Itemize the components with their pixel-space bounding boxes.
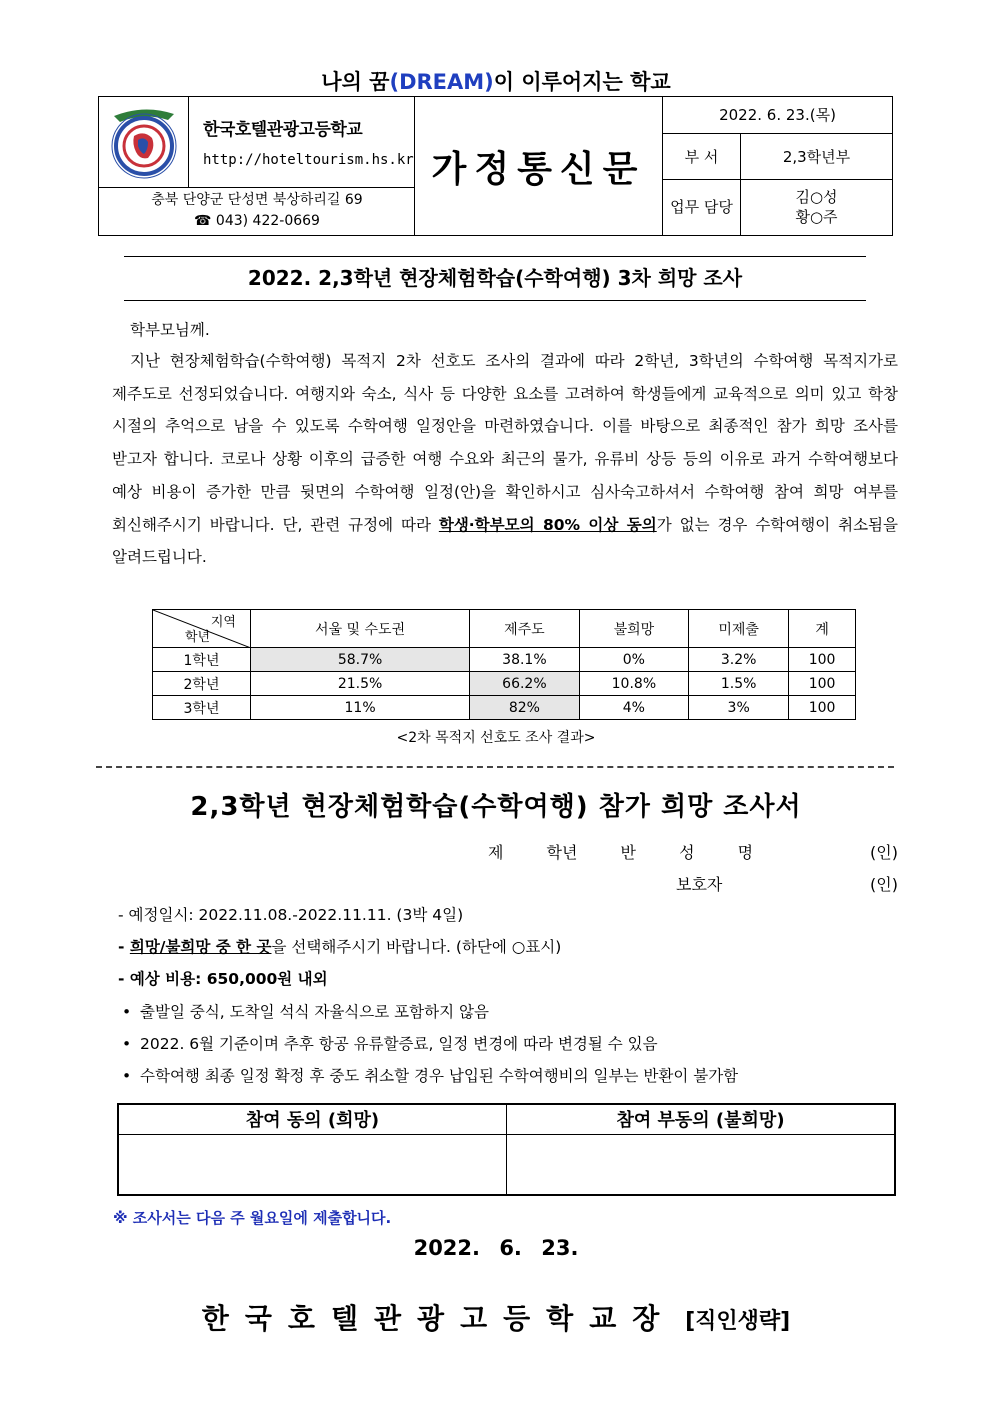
table-cell: 100 bbox=[789, 648, 856, 672]
staff-row bbox=[663, 180, 892, 235]
col-header: 서울 및 수도권 bbox=[251, 610, 470, 648]
seal-omitted-note: [직인생략] bbox=[685, 1309, 791, 1334]
form-title: 2,3학년 현장체험학습(수학여행) 참가 희망 조사서 bbox=[190, 792, 802, 822]
motto bbox=[0, 66, 992, 96]
greeting: 학부모님께. bbox=[130, 321, 210, 339]
guardian-seal: (인) bbox=[870, 875, 898, 894]
body-emphasis: 학생·학부모의 80% 이상 동의 bbox=[438, 515, 657, 534]
principal-title: 한국호텔관광고등학교장 bbox=[201, 1302, 676, 1335]
school-name-box bbox=[189, 97, 415, 188]
doc-meta bbox=[663, 97, 892, 235]
bullet-item: • 수학여행 최종 일정 확정 후 중도 취소할 경우 납입된 수학여행비의 일부는 반환이 불가함 bbox=[118, 1062, 908, 1094]
school-logo bbox=[99, 97, 189, 188]
table-cell: 10.8% bbox=[579, 672, 688, 696]
table-row bbox=[153, 696, 856, 720]
submission-note: ※ 조사서는 다음 주 월요일에 제출합니다. bbox=[113, 1209, 392, 1227]
motto-prefix: 나의 꿈 bbox=[321, 70, 390, 94]
col-header: 계 bbox=[789, 610, 856, 648]
dept-value: 2,3학년부 bbox=[782, 148, 851, 166]
school-info bbox=[99, 97, 415, 235]
row-grade: 2학년 bbox=[153, 672, 251, 696]
student-seal: (인) bbox=[870, 843, 898, 862]
survey-result-table bbox=[152, 609, 856, 720]
staff-name-1: 김○성 bbox=[795, 188, 838, 206]
guardian-line bbox=[676, 872, 898, 895]
bullet-item: • 2022. 6월 기준이며 추후 항공 유류할증료, 일정 변경에 따라 변경될 수 있음 bbox=[118, 1030, 908, 1062]
choice-emphasis: 희망/불희망 중 한 곳 bbox=[129, 938, 272, 956]
dept-row bbox=[663, 134, 892, 180]
consent-agree-header: 참여 동의 (희망) bbox=[118, 1104, 507, 1134]
doc-title: 가정통신문 bbox=[415, 97, 663, 235]
table-cell: 100 bbox=[789, 672, 856, 696]
table-cell: 1.5% bbox=[689, 672, 789, 696]
student-info-label: 제 학년 반 성 명 bbox=[488, 843, 754, 862]
table-cell: 0% bbox=[579, 648, 688, 672]
consent-header-row bbox=[118, 1104, 895, 1134]
consent-table bbox=[117, 1103, 896, 1196]
motto-suffix: 이 이루어지는 학교 bbox=[493, 70, 671, 94]
consent-disagree-box[interactable] bbox=[507, 1134, 896, 1195]
notice-title: 2022. 2,3학년 현장체험학습(수학여행) 3차 희망 조사 bbox=[124, 256, 866, 301]
table-cell: 66.2% bbox=[470, 672, 579, 696]
corner-grade-label: 학년 bbox=[185, 630, 211, 645]
table-row bbox=[153, 648, 856, 672]
bullet-item: • 출발일 중식, 도착일 석식 자율식으로 포함하지 않음 bbox=[118, 998, 908, 1030]
table-cell: 11% bbox=[251, 696, 470, 720]
table-cell: 21.5% bbox=[251, 672, 470, 696]
body-text-2: 가 없는 경우 수학여행이 취소됨을 알려드립니다. bbox=[112, 515, 898, 567]
table-cell: 38.1% bbox=[470, 648, 579, 672]
col-header: 불희망 bbox=[579, 610, 688, 648]
cut-line-divider bbox=[96, 766, 894, 768]
school-address-box bbox=[99, 188, 415, 235]
consent-agree-box[interactable] bbox=[118, 1134, 507, 1195]
table-cell: 3% bbox=[689, 696, 789, 720]
col-header: 제주도 bbox=[470, 610, 579, 648]
table-caption: <2차 목적지 선호도 조사 결과> bbox=[396, 730, 596, 746]
choice-item bbox=[118, 934, 908, 966]
school-emblem-icon bbox=[104, 102, 184, 182]
doc-date: 2022. 6. 23.(목) bbox=[663, 97, 892, 134]
table-cell: 58.7% bbox=[251, 648, 470, 672]
row-grade: 1학년 bbox=[153, 648, 251, 672]
student-info-line bbox=[488, 840, 898, 863]
choice-text: 을 선택해주시기 바랍니다. (하단에 ○표시) bbox=[271, 938, 562, 956]
school-url[interactable]: http://hoteltourism.hs.kr bbox=[203, 152, 414, 168]
table-corner-cell bbox=[153, 610, 251, 648]
school-address: 충북 단양군 단성면 북상하리길 69 bbox=[151, 192, 363, 208]
school-name: 한국호텔관광고등학교 bbox=[203, 120, 363, 140]
schedule-item: - 예정일시: 2022.11.08.-2022.11.11. (3박 4일) bbox=[118, 906, 464, 924]
form-items bbox=[118, 902, 908, 1094]
letter-header bbox=[98, 96, 893, 236]
dept-label: 부 서 bbox=[663, 134, 741, 179]
table-row bbox=[153, 672, 856, 696]
table-cell: 3.2% bbox=[689, 648, 789, 672]
issue-date: 2022. 6. 23. bbox=[413, 1236, 579, 1260]
body-text-1: 지난 현장체험학습(수학여행) 목적지 2차 선호도 조사의 결과에 따라 2학년, 3학년의 수학여행 목적지가로 제주도로 선정되었습니다. 여행지와 숙소, 식사 등 다양한 요소를 고려하여 학생들에게 교육적으로 의미 있고 학창 시절의 추억으로 남을 수 있도록 수학여행 일정안을 마련하였습니다. 이를 바탕으로 최종적인 참가 희망 조사를 받고자 합니다. 코로나 상황 이후의 급증한 여행 수요와 최근의 물가, 유류비 상등 등의 이유로 과거 수학여행보다 예상 비용이 증가한 만큼 뒷면의 수학여행 일정(안)을 확인하시고 심사숙고하셔서 수학여행 참여 희망 여부를 회신해주시기 바랍니다. 단, 관련 규정에 따라 bbox=[112, 352, 898, 534]
table-header-row bbox=[153, 610, 856, 648]
choice-dash: - bbox=[118, 938, 130, 956]
motto-dream: (DREAM) bbox=[389, 70, 494, 94]
table-cell: 4% bbox=[579, 696, 688, 720]
staff-label: 업무 담당 bbox=[663, 180, 741, 235]
notice-body bbox=[112, 345, 898, 574]
table-cell: 82% bbox=[470, 696, 579, 720]
corner-region-label: 지역 bbox=[210, 615, 236, 630]
cost-item: - 예상 비용: 650,000원 내외 bbox=[118, 970, 328, 988]
col-header: 미제출 bbox=[689, 610, 789, 648]
school-phone: ☎ 043) 422-0669 bbox=[194, 213, 320, 229]
principal-signature bbox=[0, 1297, 992, 1337]
staff-names bbox=[741, 180, 892, 235]
guardian-label: 보호자 bbox=[676, 875, 723, 894]
consent-mark-row bbox=[118, 1134, 895, 1195]
row-grade: 3학년 bbox=[153, 696, 251, 720]
consent-disagree-header: 참여 부동의 (불희망) bbox=[507, 1104, 896, 1134]
staff-name-2: 황○주 bbox=[795, 208, 838, 226]
table-cell: 100 bbox=[789, 696, 856, 720]
